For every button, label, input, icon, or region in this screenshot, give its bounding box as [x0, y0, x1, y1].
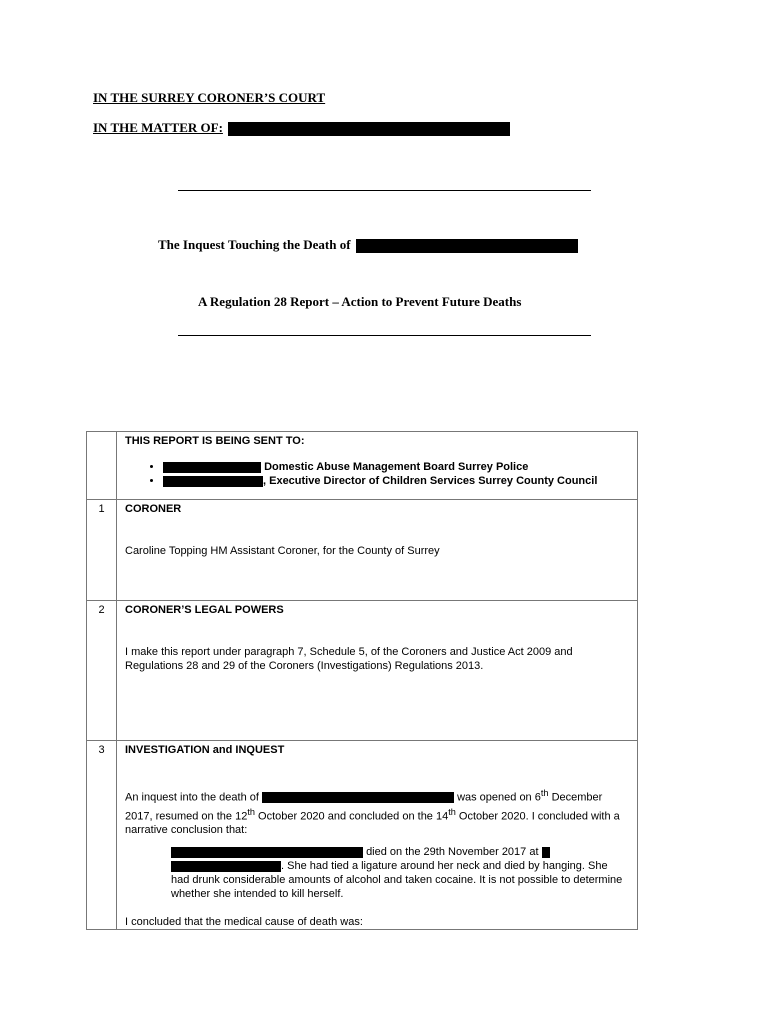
- ordinal-suffix: th: [540, 788, 549, 798]
- redaction-block: [542, 847, 550, 858]
- section-cell: [117, 500, 638, 601]
- row-number-cell: [87, 432, 117, 500]
- section-number: 1: [98, 503, 105, 515]
- ordinal-suffix: th: [448, 806, 456, 817]
- row-number-cell: [87, 500, 117, 601]
- inquest-title-text: The Inquest Touching the Death of: [158, 237, 351, 252]
- matter-label: IN THE MATTER OF:: [93, 120, 223, 135]
- court-heading: IN THE SURREY CORONER’S COURT: [93, 90, 326, 105]
- ordinal-suffix: th: [247, 806, 255, 817]
- matter-line: [93, 120, 510, 136]
- inquest-text: December 2017, resumed on the 12: [125, 791, 603, 823]
- recipient-text: , Executive Director of Children Services Surrey County Council: [263, 475, 598, 487]
- section-text: Caroline Topping HM Assistant Coroner, for the County of Surrey: [125, 545, 440, 557]
- redaction-block: [171, 847, 363, 858]
- redaction-block: [163, 462, 261, 473]
- quote-text: . She had tied a ligature around her neck and died by hanging. She had drunk considerable amounts of alcohol and taken cocaine. It is not possible to determine whether she intended to kill herself.: [171, 860, 623, 901]
- recipient-list: [125, 460, 631, 488]
- inquest-text: October 2020. I concluded with a narrative conclusion that:: [125, 810, 620, 837]
- divider-top: [178, 190, 591, 191]
- list-item: [163, 460, 631, 474]
- section-heading: CORONER: [125, 503, 182, 515]
- report-table: [86, 431, 638, 930]
- sent-to-heading: THIS REPORT IS BEING SENT TO:: [125, 435, 305, 447]
- inquest-text: October 2020 and concluded on the 14: [258, 810, 449, 823]
- table-row: [87, 500, 638, 601]
- section-heading: CORONER’S LEGAL POWERS: [125, 604, 284, 616]
- report-title: A Regulation 28 Report – Action to Prevent Future Deaths: [198, 294, 522, 309]
- redaction-block: [356, 239, 578, 253]
- inquest-title: [158, 237, 578, 253]
- section-text: I concluded that the medical cause of death was:: [125, 916, 363, 929]
- row-number-cell: [87, 741, 117, 930]
- quote-text: died on the 29th November 2017 at: [366, 846, 539, 859]
- section-text: I make this report under paragraph 7, Schedule 5, of the Coroners and Justice Act 2009 and Regulations 28 and 29 of the Coroners (Investigations) Regulations 2013.: [125, 646, 573, 672]
- inquest-text: An inquest into the death of: [125, 791, 259, 804]
- conclusion-quote: [171, 845, 623, 901]
- section-text: [125, 786, 631, 837]
- inquest-text: was opened on 6: [457, 791, 541, 804]
- section-cell: [117, 601, 638, 741]
- redaction-block: [228, 122, 510, 136]
- section-number: 3: [98, 744, 105, 756]
- recipients-cell: [117, 432, 638, 500]
- row-number-cell: [87, 601, 117, 741]
- table-row: [87, 601, 638, 741]
- redaction-block: [262, 792, 454, 803]
- redaction-block: [163, 476, 263, 487]
- recipient-text: Domestic Abuse Management Board Surrey Police: [264, 461, 529, 473]
- table-row: [87, 741, 638, 930]
- section-cell: [117, 741, 638, 930]
- redaction-block: [171, 861, 281, 872]
- section-number: 2: [98, 604, 105, 616]
- divider-bottom: [178, 335, 591, 336]
- section-heading: INVESTIGATION and INQUEST: [125, 744, 285, 756]
- list-item: [163, 474, 631, 488]
- table-row: [87, 432, 638, 500]
